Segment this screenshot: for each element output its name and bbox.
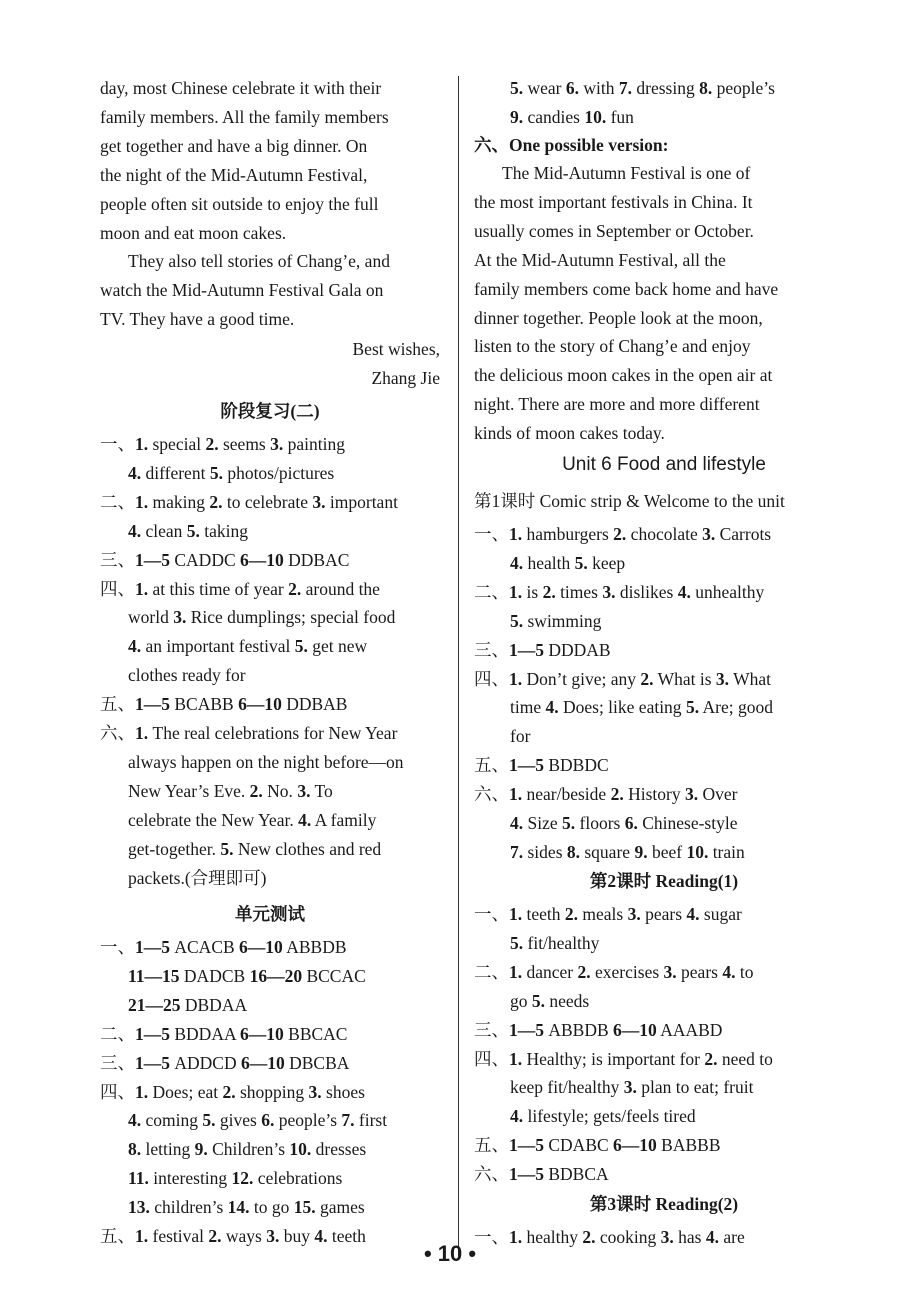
answer-line: 六、1—5 BDBCA xyxy=(474,1164,609,1185)
answer-line: 三、1—5 DDDAB xyxy=(474,639,611,660)
answer-line: 7. sides 8. square 9. beef 10. train xyxy=(510,841,745,862)
answer-line: 5. swimming xyxy=(510,610,602,631)
essay-line: the delicious moon cakes in the open air at xyxy=(474,365,773,386)
answer-line: 21—25 DBDAA xyxy=(128,994,248,1015)
answer-line: packets.(合理即可) xyxy=(128,867,267,888)
answer-line: 11. interesting 12. celebrations xyxy=(128,1168,343,1189)
letter-line: day, most Chinese celebrate it with their xyxy=(100,78,382,98)
unit-title: Unit 6 Food and lifestyle xyxy=(562,454,766,475)
answer-line: 五、1. festival 2. ways 3. buy 4. teeth xyxy=(100,1226,366,1246)
essay-line: At the Mid-Autumn Festival, all the xyxy=(474,249,726,270)
answer-line: 一、1. teeth 2. meals 3. pears 4. sugar xyxy=(474,904,742,924)
letter-line: TV. They have a good time. xyxy=(100,309,295,330)
answer-line: 4. health 5. keep xyxy=(510,552,626,573)
letter-line: moon and eat moon cakes. xyxy=(100,222,287,243)
section-title-test: 单元测试 xyxy=(235,904,305,924)
section-title-review: 阶段复习(二) xyxy=(220,401,320,421)
answer-line: celebrate the New Year. 4. A family xyxy=(128,809,377,830)
letter-line: people often sit outside to enjoy the full xyxy=(100,193,379,214)
answer-line: 一、1—5 ACACB 6—10 ABBDB xyxy=(100,937,347,957)
answer-line: 四、1. Healthy; is important for 2. need to xyxy=(474,1048,773,1069)
answer-line: for xyxy=(510,726,531,747)
answer-line: 5. wear 6. with 7. dressing 8. people’s xyxy=(510,78,775,98)
answer-line: 二、1. making 2. to celebrate 3. important xyxy=(100,491,398,512)
answer-line: 4. different 5. photos/pictures xyxy=(128,462,335,483)
letter-line: family members. All the family members xyxy=(100,106,389,127)
essay-line: kinds of moon cakes today. xyxy=(474,423,665,444)
answer-line: 13. children’s 14. to go 15. games xyxy=(128,1197,365,1218)
answer-line: always happen on the night before—on xyxy=(128,751,404,772)
essay-line: dinner together. People look at the moon, xyxy=(474,307,763,328)
letter-line: get together and have a big dinner. On xyxy=(100,135,368,156)
essay-line: night. There are more and more different xyxy=(474,394,760,415)
answer-line: 4. Size 5. floors 6. Chinese-style xyxy=(510,813,738,833)
answer-line: keep fit/healthy 3. plan to eat; fruit xyxy=(510,1077,754,1098)
answer-line: 三、1—5 ABBDB 6—10 AAABD xyxy=(474,1019,723,1040)
answer-line: 4. coming 5. gives 6. people’s 7. first xyxy=(128,1110,388,1131)
answer-line: 六、1. The real celebrations for New Year xyxy=(100,723,398,743)
essay-line: family members come back home and have xyxy=(474,278,779,299)
answer-line: 二、1. dancer 2. exercises 3. pears 4. to xyxy=(474,961,754,982)
answer-line: 一、1. hamburgers 2. chocolate 3. Carrots xyxy=(474,524,772,544)
answer-line: time 4. Does; like eating 5. Are; good xyxy=(510,697,773,718)
essay-line: the most important festivals in China. It xyxy=(474,191,753,212)
answer-line: 六、1. near/beside 2. History 3. Over xyxy=(474,784,738,805)
answer-line: 三、1—5 CADDC 6—10 DDBAC xyxy=(100,549,350,570)
answer-line: 4. clean 5. taking xyxy=(128,520,249,541)
answer-line: 一、1. healthy 2. cooking 3. has 4. are xyxy=(474,1227,745,1247)
answer-line: clothes ready for xyxy=(128,665,246,686)
answer-line: 二、1—5 BDDAA 6—10 BBCAC xyxy=(100,1023,348,1044)
closing-line: Best wishes, xyxy=(352,339,440,359)
essay-line: usually comes in September or October. xyxy=(474,220,754,241)
essay-line: The Mid-Autumn Festival is one of xyxy=(502,163,751,183)
answer-line: 一、1. special 2. seems 3. painting xyxy=(100,434,345,454)
answer-line: 五、1—5 CDABC 6—10 BABBB xyxy=(474,1135,721,1156)
answer-line: 四、1. Don’t give; any 2. What is 3. What xyxy=(474,668,772,689)
answer-line: 二、1. is 2. times 3. dislikes 4. unhealthy xyxy=(474,581,765,602)
lesson-title: 第3课时 Reading(2) xyxy=(589,1194,739,1214)
letter-line: the night of the Mid-Autumn Festival, xyxy=(100,164,368,185)
answer-line: 四、1. Does; eat 2. shopping 3. shoes xyxy=(100,1081,365,1102)
answer-line: get-together. 5. New clothes and red xyxy=(128,838,382,859)
signature-line: Zhang Jie xyxy=(371,368,440,388)
essay-label: 六、One possible version: xyxy=(474,135,669,155)
answer-line: 5. fit/healthy xyxy=(510,932,600,953)
page-number: • 10 • xyxy=(423,1241,477,1266)
answer-line: 五、1—5 BDBDC xyxy=(474,755,609,776)
answer-line: 4. an important festival 5. get new xyxy=(128,636,368,657)
letter-line: They also tell stories of Chang’e, and xyxy=(128,251,390,272)
answer-line: 四、1. at this time of year 2. around the xyxy=(100,578,380,599)
letter-line: watch the Mid-Autumn Festival Gala on xyxy=(100,280,384,301)
answer-line: world 3. Rice dumplings; special food xyxy=(128,607,396,628)
answer-line: New Year’s Eve. 2. No. 3. To xyxy=(128,780,333,801)
answer-line: 8. letting 9. Children’s 10. dresses xyxy=(128,1139,367,1160)
answer-line: go 5. needs xyxy=(510,990,590,1011)
answer-line: 9. candies 10. fun xyxy=(510,106,634,127)
lesson-title: 第1课时 Comic strip & Welcome to the unit xyxy=(474,491,785,511)
lesson-title: 第2课时 Reading(1) xyxy=(589,871,739,891)
answer-line: 三、1—5 ADDCD 6—10 DBCBA xyxy=(100,1052,350,1073)
answer-line: 11—15 DADCB 16—20 BCCAC xyxy=(128,965,366,986)
answer-line: 4. lifestyle; gets/feels tired xyxy=(510,1106,696,1127)
answer-line: 五、1—5 BCABB 6—10 DDBAB xyxy=(100,694,348,715)
essay-line: listen to the story of Chang’e and enjoy xyxy=(474,336,751,357)
column-divider xyxy=(458,76,459,1256)
